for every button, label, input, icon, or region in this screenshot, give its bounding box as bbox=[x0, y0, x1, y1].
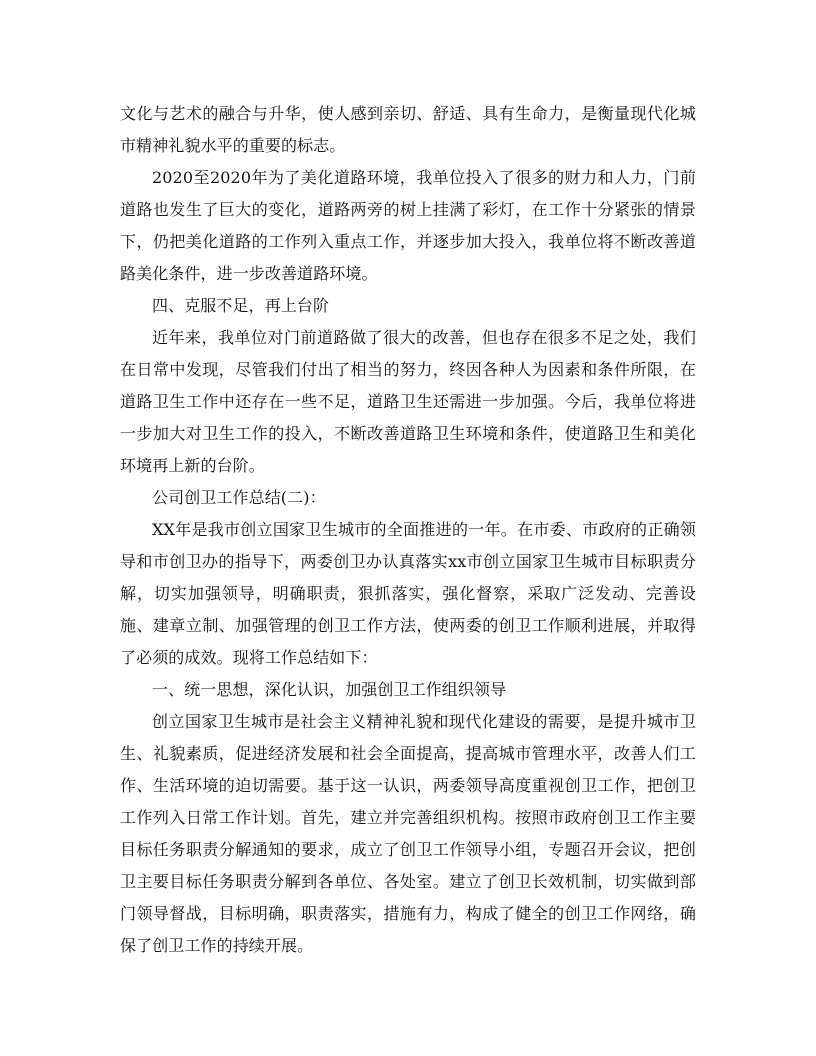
paragraph-recent-improvements: 近年来，我单位对门前道路做了很大的改善，但也存在很多不足之处，我们在日常中发现，尽管我们付出了相当的努力，终因各种人为因素和条件所限，在道路卫生工作中还存在一些不足，道路卫生还需进一步加强。今后，我单位将进一步加大对卫生工作的投入，不断改善道路卫生环境和条件，使道路卫生和美化环境再上新的台阶。 bbox=[120, 328, 696, 475]
paragraph-continuation: 文化与艺术的融合与升华，使人感到亲切、舒适、具有生命力，是衡量现代化城市精神礼貌水平的重要的标志。 bbox=[120, 104, 696, 155]
paragraph-road-beautification: 2020至2020年为了美化道路环境，我单位投入了很多的财力和人力，门前道路也发生了巨大的变化，道路两旁的树上挂满了彩灯，在工作十分紧张的情景下，仍把美化道路的工作列入重点工作，并逐步加大投入，我单位将不断改善道路美化条件，进一步改善道路环境。 bbox=[120, 168, 696, 283]
document-page bbox=[120, 98, 696, 962]
section-heading-unify-thinking: 一、统一思想，深化认识，加强创卫工作组织领导 bbox=[152, 680, 507, 699]
paragraph-annual-summary: XX年是我市创立国家卫生城市的全面推进的一年。在市委、市政府的正确领导和市创卫办的指导下，两委创卫办认真落实xx市创立国家卫生城市目标职责分解，切实加强领导，明确职责，狠抓落实，强化督察，采取广泛发动、完善设施、建章立制、加强管理的创卫工作方法，使两委的创卫工作顺利进展，并取得了必须的成效。现将工作总结如下： bbox=[120, 520, 696, 667]
paragraph-health-city-work: 创立国家卫生城市是社会主义精神礼貌和现代化建设的需要，是提升城市卫生、礼貌素质，促进经济发展和社会全面提高，提高城市管理水平，改善人们工作、生活环境的迫切需要。基于这一认识，两委领导高度重视创卫工作，把创卫工作列入日常工作计划。首先，建立并完善组织机构。按照市政府创卫工作主要目标任务职责分解通知的要求，成立了创卫工作领导小组，专题召开会议，把创卫主要目标任务职责分解到各单位、各处室。建立了创卫长效机制，切实做到部门领导督战，目标明确，职责落实，措施有力，构成了健全的创卫工作网络，确保了创卫工作的持续开展。 bbox=[120, 712, 696, 955]
section-heading-overcome-shortcomings: 四、克服不足，再上台阶 bbox=[152, 296, 330, 315]
document-subtitle: 公司创卫工作总结(二)： bbox=[152, 488, 326, 507]
